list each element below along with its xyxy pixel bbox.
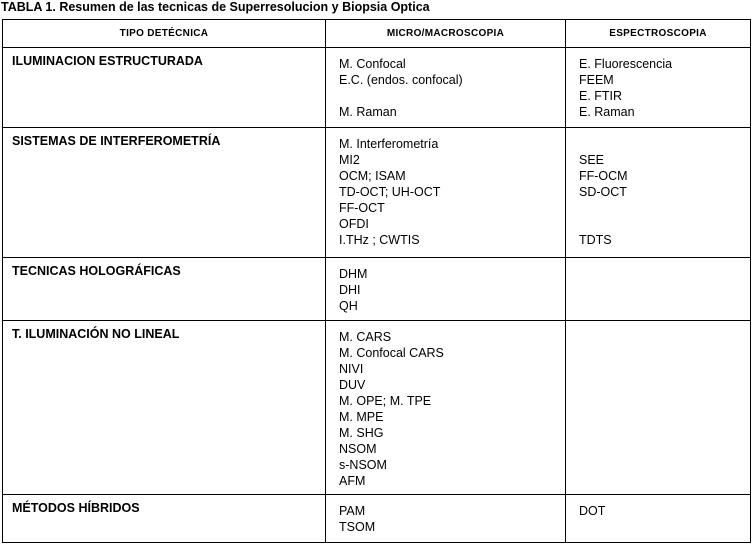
micro-technique: MI2: [339, 153, 360, 167]
spectro-technique: [579, 216, 750, 232]
micro-technique: PAM: [339, 504, 366, 518]
micro-technique: OFDI: [339, 217, 369, 231]
spectro-technique: FEEM: [579, 73, 614, 87]
spectro-technique: E. FTIR: [579, 89, 623, 103]
micro-technique: DHI: [339, 283, 361, 297]
espectroscopia-cell: [566, 321, 751, 495]
micro-macroscopia-cell: [326, 258, 566, 321]
spectro-technique: [579, 136, 750, 152]
micro-technique: M. Confocal CARS: [339, 346, 444, 360]
espectroscopia-cell: [566, 128, 751, 258]
micro-technique: TSOM: [339, 520, 376, 534]
micro-macroscopia-cell: [326, 128, 566, 258]
spectro-technique: FF-OCM: [579, 169, 628, 183]
table-row: [3, 258, 751, 321]
micro-technique: NIVI: [339, 362, 364, 376]
micro-macroscopia-cell: [326, 321, 566, 495]
micro-technique: E.C. (endos. confocal): [339, 73, 463, 87]
table-caption: TABLA 1. Resumen de las tecnicas de Superresolucion y Biopsia Optica: [1, 0, 430, 14]
micro-technique: M. Confocal: [339, 57, 406, 71]
micro-technique: M. CARS: [339, 330, 392, 344]
micro-technique: M. Interferometría: [339, 137, 439, 151]
micro-technique: M. OPE; M. TPE: [339, 394, 432, 408]
category-cell: ILUMINACION ESTRUCTURADA: [3, 48, 326, 128]
spectro-technique: TDTS: [579, 233, 612, 247]
spectro-technique: E. Fluorescencia: [579, 57, 673, 71]
espectroscopia-cell: [566, 258, 751, 321]
micro-technique: FF-OCT: [339, 201, 385, 215]
micro-technique: OCM; ISAM: [339, 169, 406, 183]
micro-macroscopia-cell: [326, 495, 566, 543]
micro-technique: I.THz ; CWTIS: [339, 233, 420, 247]
micro-technique: AFM: [339, 474, 366, 488]
micro-technique: NSOM: [339, 442, 377, 456]
micro-technique: QH: [339, 299, 358, 313]
micro-technique: s-NSOM: [339, 458, 387, 472]
spectro-technique: SEE: [579, 153, 605, 167]
spectro-technique: E. Raman: [579, 105, 635, 119]
header-tipo-tecnica: TIPO DETÉCNICA: [3, 20, 326, 48]
techniques-table: [2, 19, 751, 543]
micro-technique: M. Raman: [339, 105, 397, 119]
spectro-technique: SD-OCT: [579, 185, 627, 199]
table-row: [3, 321, 751, 495]
category-cell: T. ILUMINACIÓN NO LINEAL: [3, 321, 326, 495]
header-micro-macroscopia: MICRO/MACROSCOPIA: [326, 20, 566, 48]
header-espectroscopia: ESPECTROSCOPIA: [566, 20, 751, 48]
espectroscopia-cell: [566, 48, 751, 128]
spectro-technique: [579, 200, 750, 216]
category-cell: TECNICAS HOLOGRÁFICAS: [3, 258, 326, 321]
table-row: [3, 48, 751, 128]
micro-technique: M. SHG: [339, 426, 384, 440]
micro-macroscopia-cell: [326, 48, 566, 128]
category-cell: SISTEMAS DE INTERFEROMETRÍA: [3, 128, 326, 258]
espectroscopia-cell: [566, 495, 751, 543]
micro-technique: DUV: [339, 378, 366, 392]
category-cell: MÉTODOS HÍBRIDOS: [3, 495, 326, 543]
table-row: [3, 495, 751, 543]
micro-technique: M. MPE: [339, 410, 384, 424]
micro-technique: TD-OCT; UH-OCT: [339, 185, 441, 199]
micro-technique: DHM: [339, 267, 368, 281]
table-row: [3, 128, 751, 258]
spectro-technique: DOT: [579, 504, 606, 518]
header-row: [3, 20, 751, 48]
micro-technique: [339, 88, 565, 104]
